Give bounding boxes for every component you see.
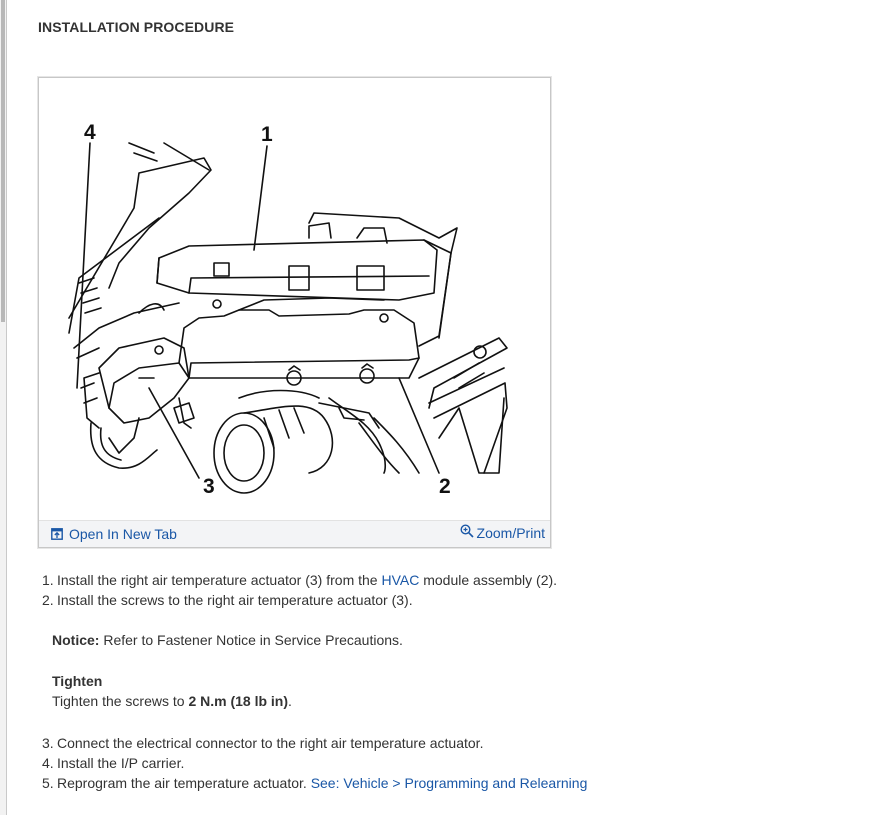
list-item: 3. Connect the electrical connector to the right air temperature actuator. <box>42 735 484 751</box>
open-in-new-tab-icon <box>51 528 63 540</box>
callout-1: 1 <box>261 123 273 146</box>
list-item: 1. Install the right air temperature actuator (3) from the HVAC module assembly (2). <box>42 572 558 588</box>
callout-4: 4 <box>84 121 96 144</box>
zoom-print-link[interactable] <box>460 525 545 541</box>
open-in-new-tab-link[interactable] <box>51 526 177 542</box>
notice: Notice: Refer to Fastener Notice in Service Precautions. <box>52 632 403 648</box>
hvac-link[interactable]: HVAC <box>381 572 420 588</box>
notice-label: Notice: <box>52 632 100 648</box>
scrollbar-thumb[interactable] <box>1 0 5 322</box>
page-title: INSTALLATION PROCEDURE <box>38 19 235 35</box>
open-in-new-tab-label: Open In New Tab <box>69 526 177 542</box>
callout-3: 3 <box>203 475 215 498</box>
list-item: 2. Install the screws to the right air temperature actuator (3). <box>42 592 413 608</box>
figure-card <box>38 77 551 548</box>
torque-value: 2 N.m (18 lb in) <box>188 693 289 709</box>
steps-list-part-2 <box>42 733 587 793</box>
zoom-print-label: Zoom/Print <box>476 525 545 541</box>
figure-footer <box>39 520 550 547</box>
tighten-heading: Tighten <box>52 673 103 689</box>
zoom-in-icon <box>460 524 474 538</box>
tighten-block: Tighten Tighten the screws to 2 N.m (18 lb in). <box>52 673 292 709</box>
list-item: 4. Install the I/P carrier. <box>42 755 185 771</box>
scrollbar[interactable] <box>0 0 7 815</box>
programming-relearning-link[interactable]: See: Vehicle > Programming and Relearning <box>310 775 588 791</box>
callout-2: 2 <box>439 475 451 498</box>
steps-list-part-1 <box>42 570 557 610</box>
hvac-actuator-illustration <box>39 78 550 521</box>
list-item: 5. Reprogram the air temperature actuator. See: Vehicle > Programming and Relearning <box>42 775 588 791</box>
